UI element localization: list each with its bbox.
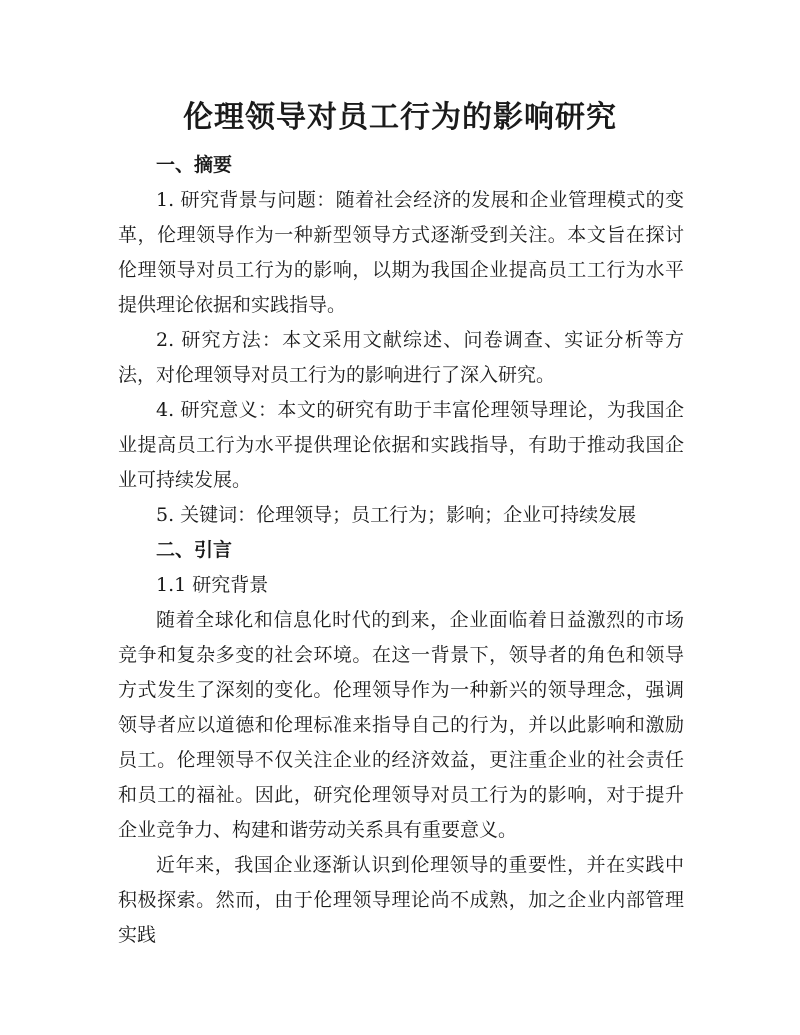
subsection-heading: 1.1 研究背景 [156,574,269,596]
abstract-item: 1. 研究背景与问题：随着社会经济的发展和企业管理模式的变革，伦理领导作为一种新型领导方式逐渐受到关注。本文旨在探讨伦理领导对员工行为的影响，以期为我国企业提高员工工行为水平提供理论依据和实践指导。 [118,189,684,316]
body-paragraph: 近年来，我国企业逐渐认识到伦理领导的重要性，并在实践中积极探索。然而，由于伦理领导理论尚不成熟，加之企业内部管理实践 [118,854,684,946]
document-body [118,148,684,953]
abstract-item: 5. 关键词：伦理领导；员工行为；影响；企业可持续发展 [156,504,637,526]
section-heading-abstract: 一、摘要 [156,154,233,176]
abstract-item: 4. 研究意义：本文的研究有助于丰富伦理领导理论，为我国企业提高员工行为水平提供理论依据和实践指导，有助于推动我国企业可持续发展。 [118,399,684,491]
section-heading-intro: 二、引言 [156,539,233,561]
document-title: 伦理领导对员工行为的影响研究 [183,100,617,135]
abstract-item: 2. 研究方法：本文采用文献综述、问卷调查、实证分析等方法，对伦理领导对员工行为的影响进行了深入研究。 [118,329,684,386]
body-paragraph: 随着全球化和信息化时代的到来，企业面临着日益激烈的市场竞争和复杂多变的社会环境。在这一背景下，领导者的角色和领导方式发生了深刻的变化。伦理领导作为一种新兴的领导理念，强调领导者应以道德和伦理标准来指导自己的行为，并以此影响和激励员工。伦理领导不仅关注企业的经济效益，更注重企业的社会责任和员工的福祉。因此，研究伦理领导对员工行为的影响，对于提升企业竞争力、构建和谐劳动关系具有重要意义。 [118,609,684,841]
